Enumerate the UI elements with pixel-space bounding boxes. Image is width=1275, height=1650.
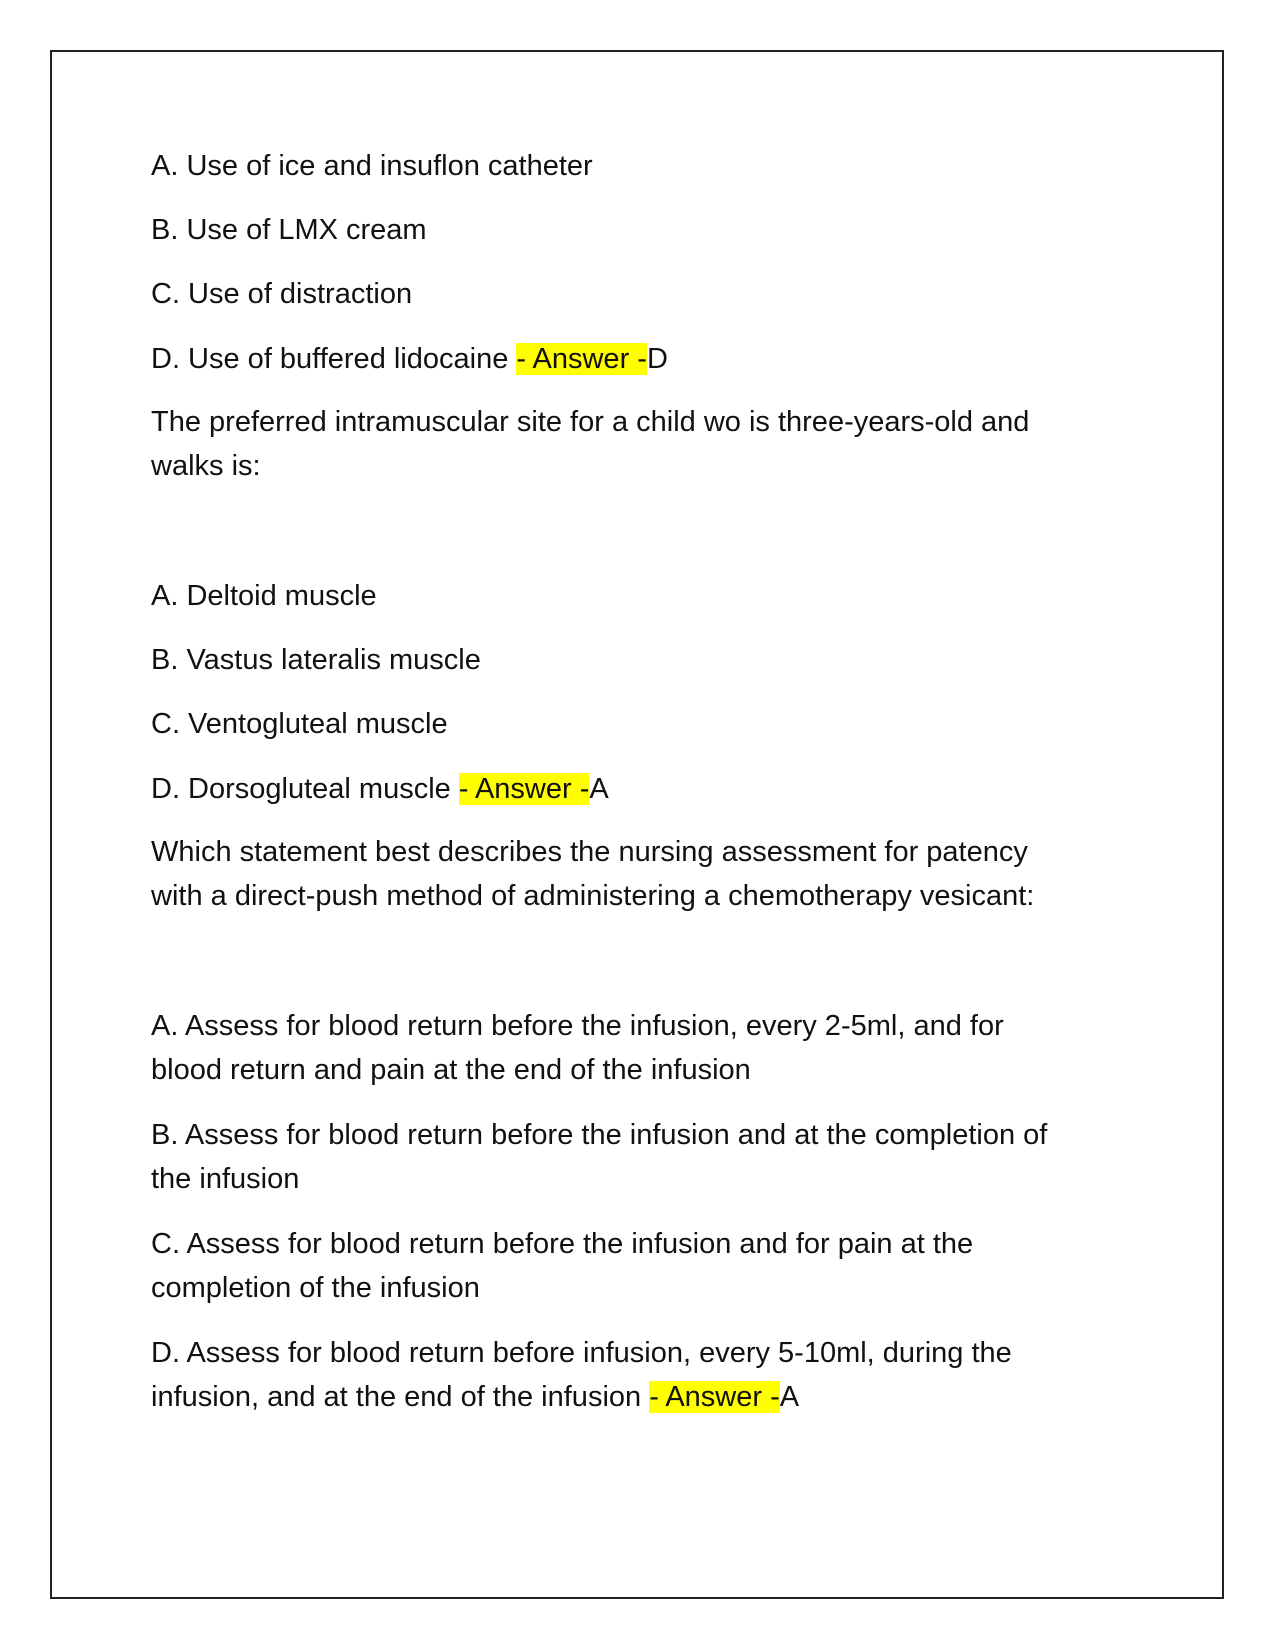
q2-option-d-text: D. Dorsogluteal muscle [151, 773, 459, 805]
q1-answer-highlight: - Answer - [516, 343, 647, 375]
q3-option-b-line-1: B. Assess for blood return before the infusion and at the completion of [151, 1119, 1048, 1151]
q3-option-c-line-2: completion of the infusion [151, 1272, 480, 1304]
q2-answer-value: A [589, 773, 609, 805]
q3-question-line-1: Which statement best describes the nursing assessment for patency [151, 836, 1028, 868]
q3-option-c-line-1: C. Assess for blood return before the infusion and for pain at the [151, 1228, 974, 1260]
q1-option-d-text: D. Use of buffered lidocaine [151, 343, 517, 375]
q2-answer-highlight: - Answer - [458, 773, 590, 805]
q1-option-c: C. Use of distraction [151, 278, 413, 310]
q3-option-a-line-2: blood return and pain at the end of the infusion [151, 1054, 751, 1086]
q3-option-d-line-2 [151, 1379, 1111, 1415]
q3-option-d-line-1: D. Assess for blood return before infusion, every 5-10ml, during the [151, 1337, 1012, 1369]
q2-question-line-2: walks is: [151, 450, 261, 482]
q2-question-line-1: The preferred intramuscular site for a child wo is three-years-old and [151, 406, 1030, 438]
q3-option-a-line-1: A. Assess for blood return before the infusion, every 2-5ml, and for [151, 1010, 1004, 1042]
q3-answer-value: A [779, 1381, 800, 1413]
q2-option-a: A. Deltoid muscle [151, 580, 377, 612]
q2-option-b: B. Vastus lateralis muscle [151, 644, 481, 676]
q1-option-d [151, 341, 1111, 377]
q3-option-b-line-2: the infusion [151, 1163, 300, 1195]
q1-option-a: A. Use of ice and insuflon catheter [151, 150, 593, 182]
q3-question-line-2: with a direct-push method of administering a chemotherapy vesicant: [151, 880, 1035, 912]
q2-option-d [151, 771, 1111, 807]
q3-option-d-text: infusion, and at the end of the infusion [151, 1381, 650, 1413]
q3-answer-highlight: - Answer - [649, 1381, 780, 1413]
q2-option-c: C. Ventogluteal muscle [151, 708, 448, 740]
q1-option-b: B. Use of LMX cream [151, 214, 427, 246]
q1-answer-value: D [646, 343, 668, 375]
